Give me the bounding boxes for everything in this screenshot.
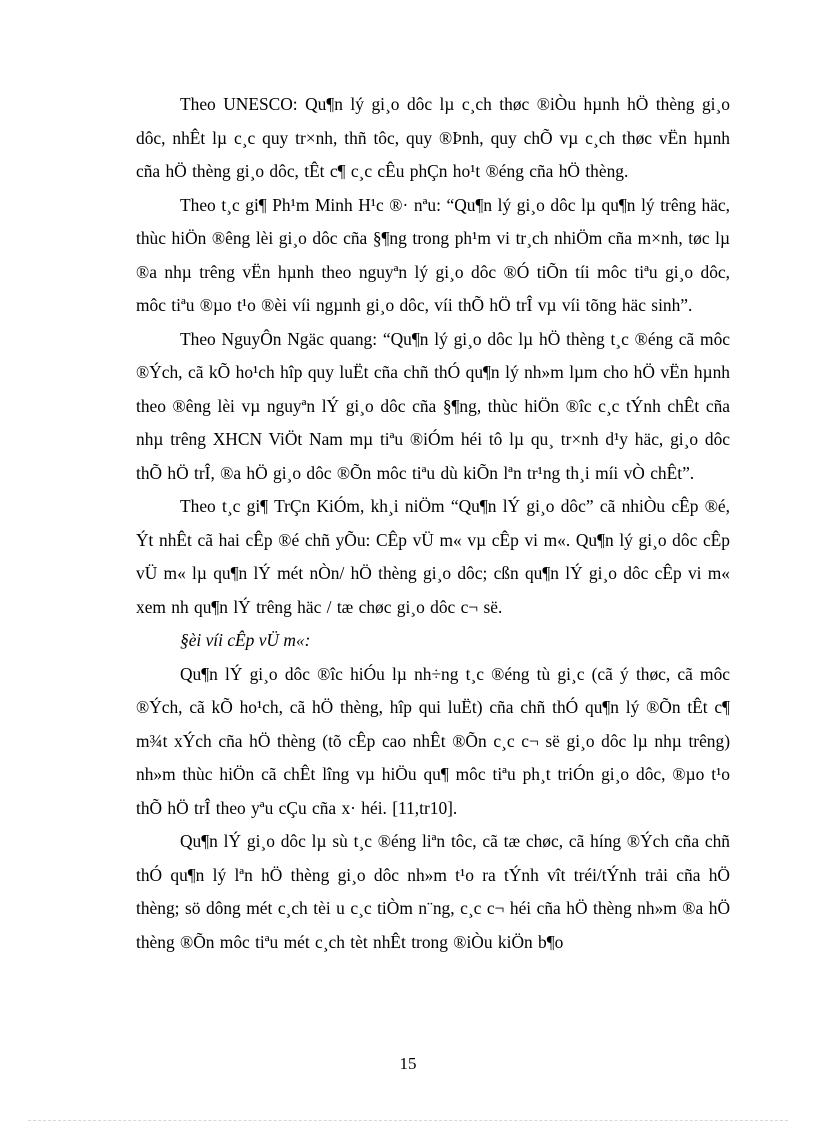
subheading-macro-level: §èi víi cÊp vÜ m«:	[180, 630, 311, 650]
paragraph-tran-kiem-definition: Theo t¸c gi¶ TrÇn KiÓm, kh¸i niÖm “Qu¶n lÝ gi¸o dôc” cã nhiÒu cÊp ®é, Ýt nhÊt cã hai cÊp ®é chñ yÕu: CÊp vÜ m« vµ cÊp vi m«. Qu¶n lý gi¸o dôc cÊp vÜ m« lµ qu¶n lÝ mét nÒn/ hÖ thèng gi¸o dôc; cßn qu¶n lÝ gi¸o dôc cÊp vi m« xem nh qu¶n lÝ trêng häc / tæ chøc gi¸o dôc c¬ së.	[136, 496, 730, 617]
paragraph-pham-minh-hac-definition: Theo t¸c gi¶ Ph¹m Minh H¹c ®· nªu: “Qu¶n lý gi¸o dôc lµ qu¶n lý trêng häc, thùc hiÖn ®êng lèi gi¸o dôc cña §¶ng trong ph¹m vi tr¸ch nhiÖm cña m×nh, tøc lµ ®a nhµ trêng vËn hµnh theo nguyªn lý gi¸o dôc ®Ó tiÕn tíi môc tiªu gi¸o dôc, môc tiªu ®µo t¹o ®èi víi ngµnh gi¸o dôc, víi thÕ hÖ trÎ vµ víi tõng häc sinh”.	[136, 194, 730, 315]
body-text	[136, 88, 730, 959]
paragraph-continuous-impact: Qu¶n lÝ gi¸o dôc lµ sù t¸c ®éng liªn tôc, cã tæ chøc, cã híng ®Ých cña chñ thÓ qu¶n lý lªn hÖ thèng gi¸o dôc nh»m t¹o ra tÝnh vît tréi/tÝnh trải cña hÖ thèng; sö dông mét c¸ch tèi u c¸c tiÒm n¨ng, c¸c c¬ héi cña hÖ thèng nh»m ®a hÖ thèng ®Õn môc tiªu mét c¸ch tèt nhÊt trong ®iÒu kiÖn b¶o	[136, 831, 730, 952]
page-divider	[28, 1120, 788, 1121]
page-number: 15	[399, 1054, 417, 1073]
paragraph-nguyen-ngoc-quang-definition: Theo NguyÔn Ngäc quang: “Qu¶n lý gi¸o dôc lµ hÖ thèng t¸c ®éng cã môc ®Ých, cã kÕ ho¹ch hîp quy luËt cña chñ thÓ qu¶n lý nh»m lµm cho hÖ vËn hµnh theo ®êng lèi vµ nguyªn lÝ gi¸o dôc cña §¶ng, thùc hiÖn ®îc c¸c tÝnh chÊt cña nhµ trêng XHCN ViÖt Nam mµ tiªu ®iÓm héi tô lµ qu¸ tr×nh d¹y häc, gi¸o dôc thÕ hÖ trÎ, ®a hÖ gi¸o dôc ®Õn môc tiªu dù kiÕn lªn tr¹ng th¸i míi vÒ chÊt”.	[136, 328, 730, 483]
paragraph-macro-management: Qu¶n lÝ gi¸o dôc ®îc hiÓu lµ nh÷ng t¸c ®éng tù gi¸c (cã ý thøc, cã môc ®Ých, cã kÕ ho¹ch, cã hÖ thèng, hîp qui luËt) cña chñ thÓ qu¶n lý ®Õn tÊt c¶ m¾t xÝch cña hÖ thèng (tõ cÊp cao nhÊt ®Õn c¸c c¬ së gi¸o dôc lµ nhµ trêng) nh»m thùc hiÖn cã chÊt lîng vµ hiÖu qu¶ môc tiªu ph¸t triÓn gi¸o dôc, ®µo t¹o thÕ hÖ trÎ theo yªu cÇu cña x· héi. [11,tr10].	[136, 663, 730, 818]
paragraph-unesco-definition: Theo UNESCO: Qu¶n lý gi¸o dôc lµ c¸ch thøc ®iÒu hµnh hÖ thèng gi¸o dôc, nhÊt lµ c¸c quy tr×nh, thñ tôc, quy ®Þnh, quy chÕ vµ c¸ch thøc vËn hµnh cña hÖ thèng gi¸o dôc, tÊt c¶ c¸c cÊu phÇn ho¹t ®éng cña hÖ thèng.	[136, 94, 730, 181]
